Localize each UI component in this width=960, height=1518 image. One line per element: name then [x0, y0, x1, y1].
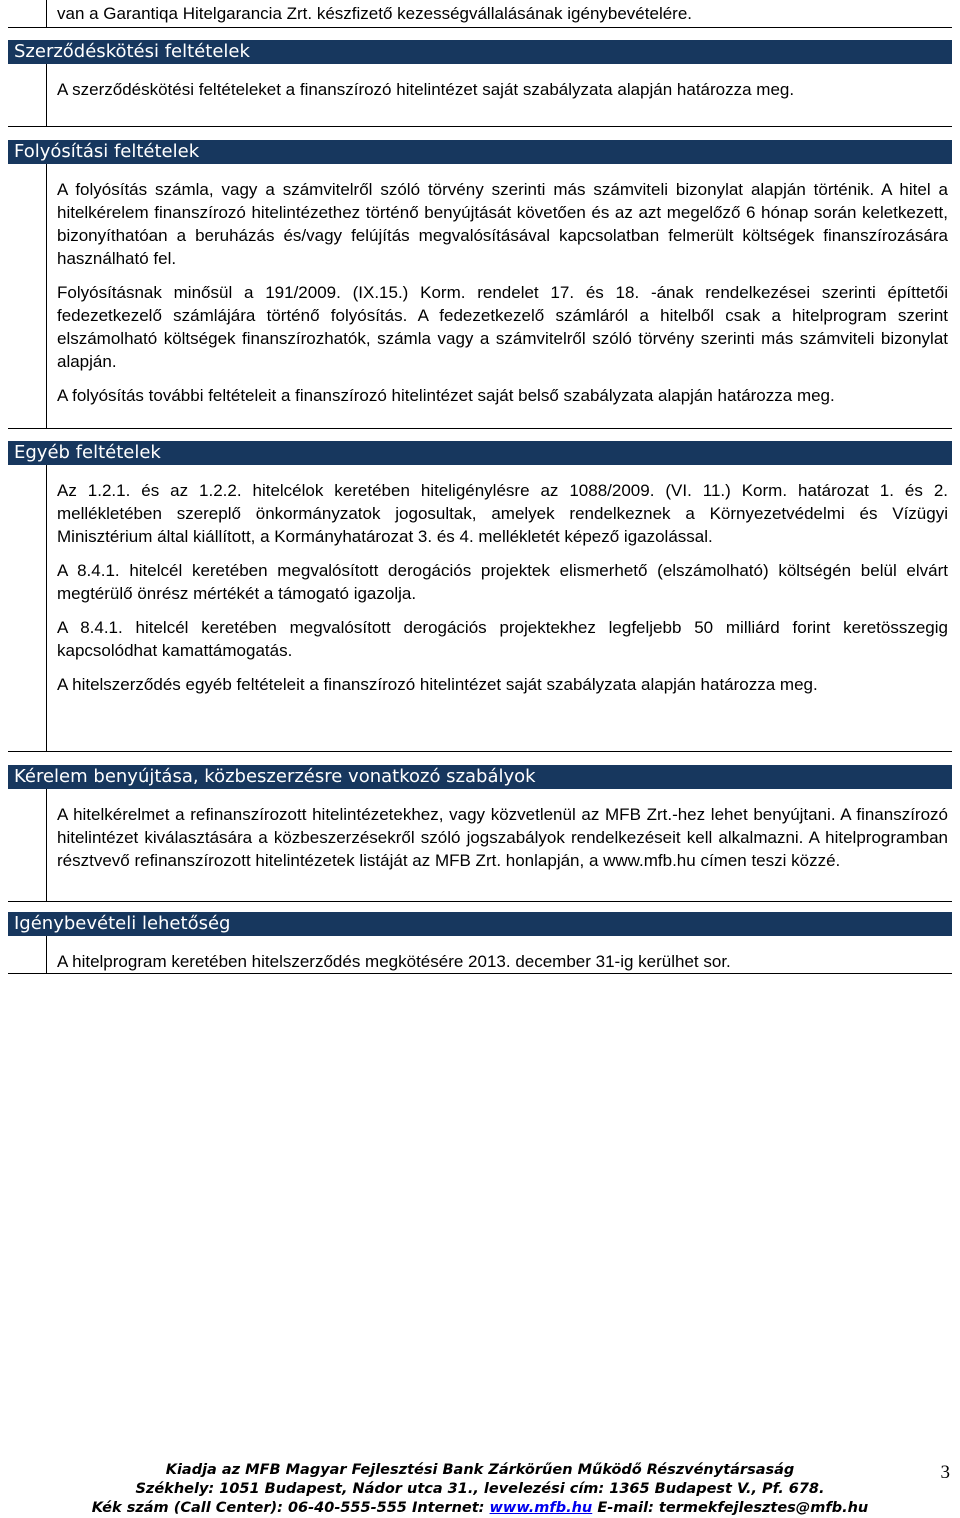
- paragraph: A 8.4.1. hitelcél keretében megvalósított derogációs projektekhez legfeljebb 50 milliárd forint keretösszegig kapcsolódhat kamattámogatás.: [57, 618, 948, 660]
- paragraph: A szerződéskötési feltételeket a finanszírozó hitelintézet saját szabályzata alapján határozza meg.: [57, 80, 795, 99]
- footer-contact: [0, 1499, 960, 1518]
- paragraph: van a Garantiqa Hitelgarancia Zrt. készfizető kezességvállalásának igénybevételére.: [57, 4, 693, 23]
- page-footer: [0, 1461, 960, 1518]
- paragraph: A folyósítás további feltételeit a finanszírozó hitelintézet saját belső szabályzata alapján határozza meg.: [57, 386, 835, 405]
- section-kerelem-body: [8, 789, 952, 902]
- section-heading-igenybeveteli: Igénybevételi lehetőség: [8, 912, 952, 936]
- paragraph: A folyósítás számla, vagy a számvitelről szóló törvény szerinti más számviteli bizonylat alapján történik. A hitel a hitelkérelem finanszírozó hitelintézethez történő benyújtását követően és az azt megelőző 6 hónap során keletkezett, bizonyíthatóan a beruházás és/vagy felújítás megvalósításával kapcsolatban felmerült költségek finanszírozására használható fel.: [57, 180, 948, 268]
- paragraph: A hitelprogram keretében hitelszerződés megkötésére 2013. december 31-ig kerülhet sor.: [57, 952, 731, 971]
- paragraph: Az 1.2.1. és az 1.2.2. hitelcélok keretében hiteligénylésre az 1088/2009. (VI. 11.) Korm. határozat 1. és 2. mellékletében szereplő önkormányzatok jogosultak, amelyek rendelkeznek a Környezetvédelmi és Vízügyi Minisztérium által kiállított, a Kormányhatározat 3. és 4. mellékletét képező igazolással.: [57, 481, 948, 546]
- website-link[interactable]: www.mfb.hu: [489, 1500, 593, 1516]
- paragraph: A hitelszerződés egyéb feltételeit a finanszírozó hitelintézet saját szabályzata alapján határozza meg.: [57, 675, 818, 694]
- section-igenybeveteli-body: [8, 936, 952, 974]
- paragraph: Folyósításnak minősül a 191/2009. (IX.15.) Korm. rendelet 17. és 18. -ának rendelkezései szerinti építtetői fedezetkezelő számlájára történő folyósítás. A fedezetkezelő számláról a hitelből csak a hitelprogram szerint elszámolható költségek finanszírozhatók, számla vagy a számvitelről szóló törvény szerinti más számviteli bizonylat alapján.: [57, 283, 948, 371]
- page-number: 3: [940, 1462, 950, 1483]
- section-intro-body: [8, 0, 952, 28]
- section-egyeb-body: [8, 465, 952, 752]
- footer-publisher: Kiadja az MFB Magyar Fejlesztési Bank Zárkörűen Működő Részvénytársaság: [165, 1462, 795, 1478]
- paragraph: A 8.4.1. hitelcél keretében megvalósított derogációs projektek elismerhető (elszámolható) költségén belül elvárt megtérülő önrész mértékét a támogató igazolja.: [57, 561, 948, 603]
- footer-email: E-mail: termekfejlesztes@mfb.hu: [597, 1500, 869, 1516]
- section-heading-egyeb: Egyéb feltételek: [8, 441, 952, 465]
- section-heading-folyositasi: Folyósítási feltételek: [8, 140, 952, 164]
- section-szerzodeskotesi-body: [8, 64, 952, 127]
- footer-address: Székhely: 1051 Budapest, Nádor utca 31., levelezési cím: 1365 Budapest V., Pf. 678.: [135, 1481, 825, 1497]
- section-folyositasi-body: [8, 164, 952, 429]
- footer-callcenter: Kék szám (Call Center): 06-40-555-555 Internet:: [91, 1500, 485, 1516]
- section-heading-szerzodeskotesi: Szerződéskötési feltételek: [8, 40, 952, 64]
- section-heading-kerelem: Kérelem benyújtása, közbeszerzésre vonatkozó szabályok: [8, 765, 952, 789]
- paragraph: A hitelkérelmet a refinanszírozott hitelintézetekhez, vagy közvetlenül az MFB Zrt.-hez lehet benyújtani. A finanszírozó hitelintézet kiválasztására a közbeszerzésekről szóló jogszabályok rendelkezéseit kell alkalmazni. A hitelprogramban résztvevő refinanszírozott hitelintézetek listáját az MFB Zrt. honlapján, a www.mfb.hu címen teszi közzé.: [57, 805, 948, 870]
